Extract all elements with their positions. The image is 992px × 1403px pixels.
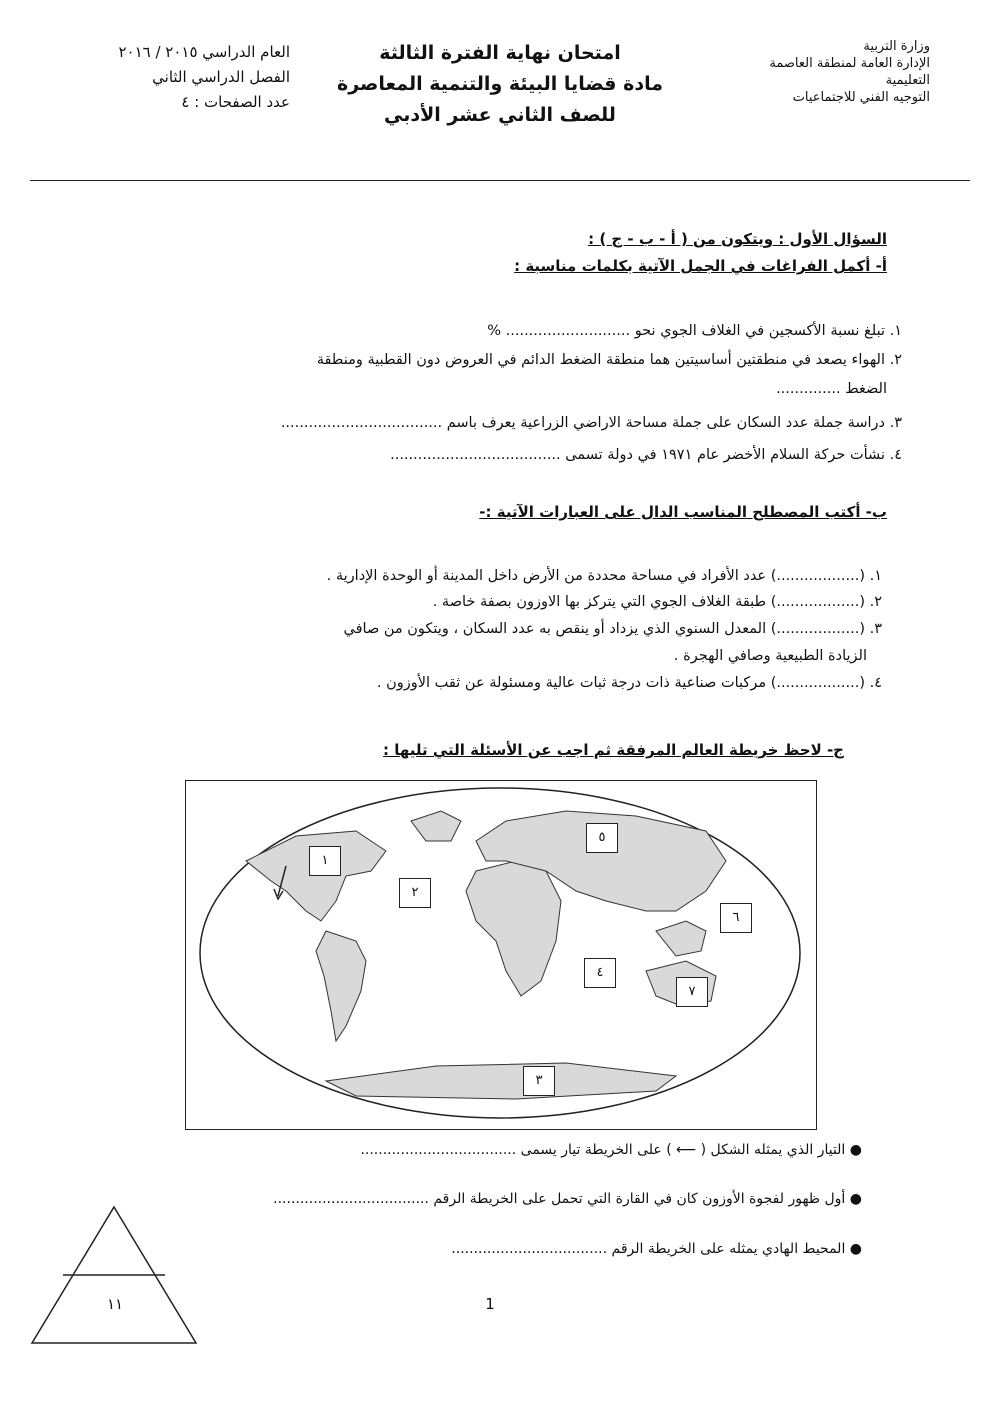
- part-b-item: الزيادة الطبيعية وصافي الهجرة .: [673, 648, 867, 664]
- map-label-5: ٥: [586, 823, 618, 853]
- ministry-line: التوجيه الفني للاجتماعيات: [792, 90, 930, 105]
- part-c-question-text: أول ظهور لفجوة الأوزون كان في القارة التي تحمل على الخريطة الرقم ...................................: [273, 1191, 846, 1207]
- map-label-1: ١: [309, 846, 341, 876]
- world-map: [185, 780, 817, 1130]
- exam-info-line: العام الدراسي ٢٠١٥ / ٢٠١٦: [118, 43, 290, 61]
- part-b-item: ١. (..................) عدد الأفراد في مساحة محددة من الأرض داخل المدينة أو الوحدة الإدارية .: [326, 568, 882, 584]
- part-a-title: أ- أكمل الفراغات في الجمل الآتية بكلمات مناسبة :: [514, 257, 887, 275]
- exam-info: [30, 40, 290, 115]
- score-triangle-icon: [30, 1205, 198, 1345]
- bullet-icon: ●: [845, 1191, 862, 1207]
- part-b-title: ب- أكتب المصطلح المناسب الدال على العبارات الآتية :-: [479, 503, 887, 521]
- part-c-question: [162, 1138, 862, 1162]
- map-label-6: ٦: [720, 903, 752, 933]
- bullet-icon: ●: [845, 1142, 862, 1158]
- exam-title-line: مادة قضايا البيئة والتنمية المعاصرة: [337, 73, 663, 95]
- part-c-question: [142, 1187, 862, 1211]
- question-1-title: السؤال الأول : ويتكون من ( أ - ب - ج ) :: [588, 230, 887, 248]
- map-label-4: ٤: [584, 958, 616, 988]
- exam-info-line: الفصل الدراسي الثاني: [152, 68, 290, 86]
- part-b-item: ٢. (..................) طبقة الغلاف الجوي التي يتركز بها الاوزون بصفة خاصة .: [432, 594, 882, 610]
- part-a-item: ١. تبلغ نسبة الأكسجين في الغلاف الجوي نحو ........................... %: [487, 323, 902, 339]
- ministry-line: وزارة التربية: [863, 39, 930, 54]
- exam-title-line: امتحان نهاية الفترة الثالثة: [379, 42, 621, 64]
- part-c-title: ج- لاحظ خريطة العالم المرفقة ثم اجب عن الأسئلة التي تليها :: [382, 741, 844, 759]
- part-a-item: ٣. دراسة جملة عدد السكان على جملة مساحة الاراضي الزراعية يعرف باسم ...................................: [280, 415, 902, 431]
- exam-title: [300, 38, 700, 131]
- map-label-3: ٣: [523, 1066, 555, 1096]
- score-value: ١١: [106, 1295, 124, 1313]
- ministry-line: التعليمية: [885, 73, 930, 88]
- part-b-item: ٣. (..................) المعدل السنوي الذي يزداد أو ينقص به عدد السكان ، ويتكون من صافي: [343, 621, 882, 637]
- ministry-line: الإدارة العامة لمنطقة العاصمة: [769, 56, 930, 71]
- part-b-item: ٤. (..................) مركبات صناعية ذات درجة ثبات عالية ومسئولة عن ثقب الأوزون .: [376, 675, 882, 691]
- world-map-drawing: [186, 781, 815, 1128]
- header-divider: [30, 180, 970, 181]
- part-a-item: الضغط ..............: [776, 381, 887, 397]
- map-label-7: ٧: [676, 977, 708, 1007]
- part-c-question-text: التيار الذي يمثله الشكل ( ⟵ ) على الخريطة تيار يسمى ...................................: [360, 1142, 846, 1158]
- part-c-question: [262, 1237, 862, 1261]
- exam-title-line: للصف الثاني عشر الأدبي: [384, 104, 616, 126]
- bullet-icon: ●: [845, 1241, 862, 1257]
- map-label-2: ٢: [399, 878, 431, 908]
- part-a-item: ٤. نشأت حركة السلام الأخضر عام ١٩٧١ في دولة تسمى .....................................: [390, 447, 902, 463]
- part-c-question-text: المحيط الهادي يمثله على الخريطة الرقم ...................................: [451, 1241, 846, 1257]
- page-number: 1: [485, 1295, 495, 1313]
- exam-info-line: عدد الصفحات : ٤: [181, 93, 290, 111]
- ministry-header: [670, 38, 930, 106]
- part-a-item: ٢. الهواء يصعد في منطقتين أساسيتين هما منطقة الضغط الدائم في العروض دون القطبية ومنطقة: [316, 352, 902, 368]
